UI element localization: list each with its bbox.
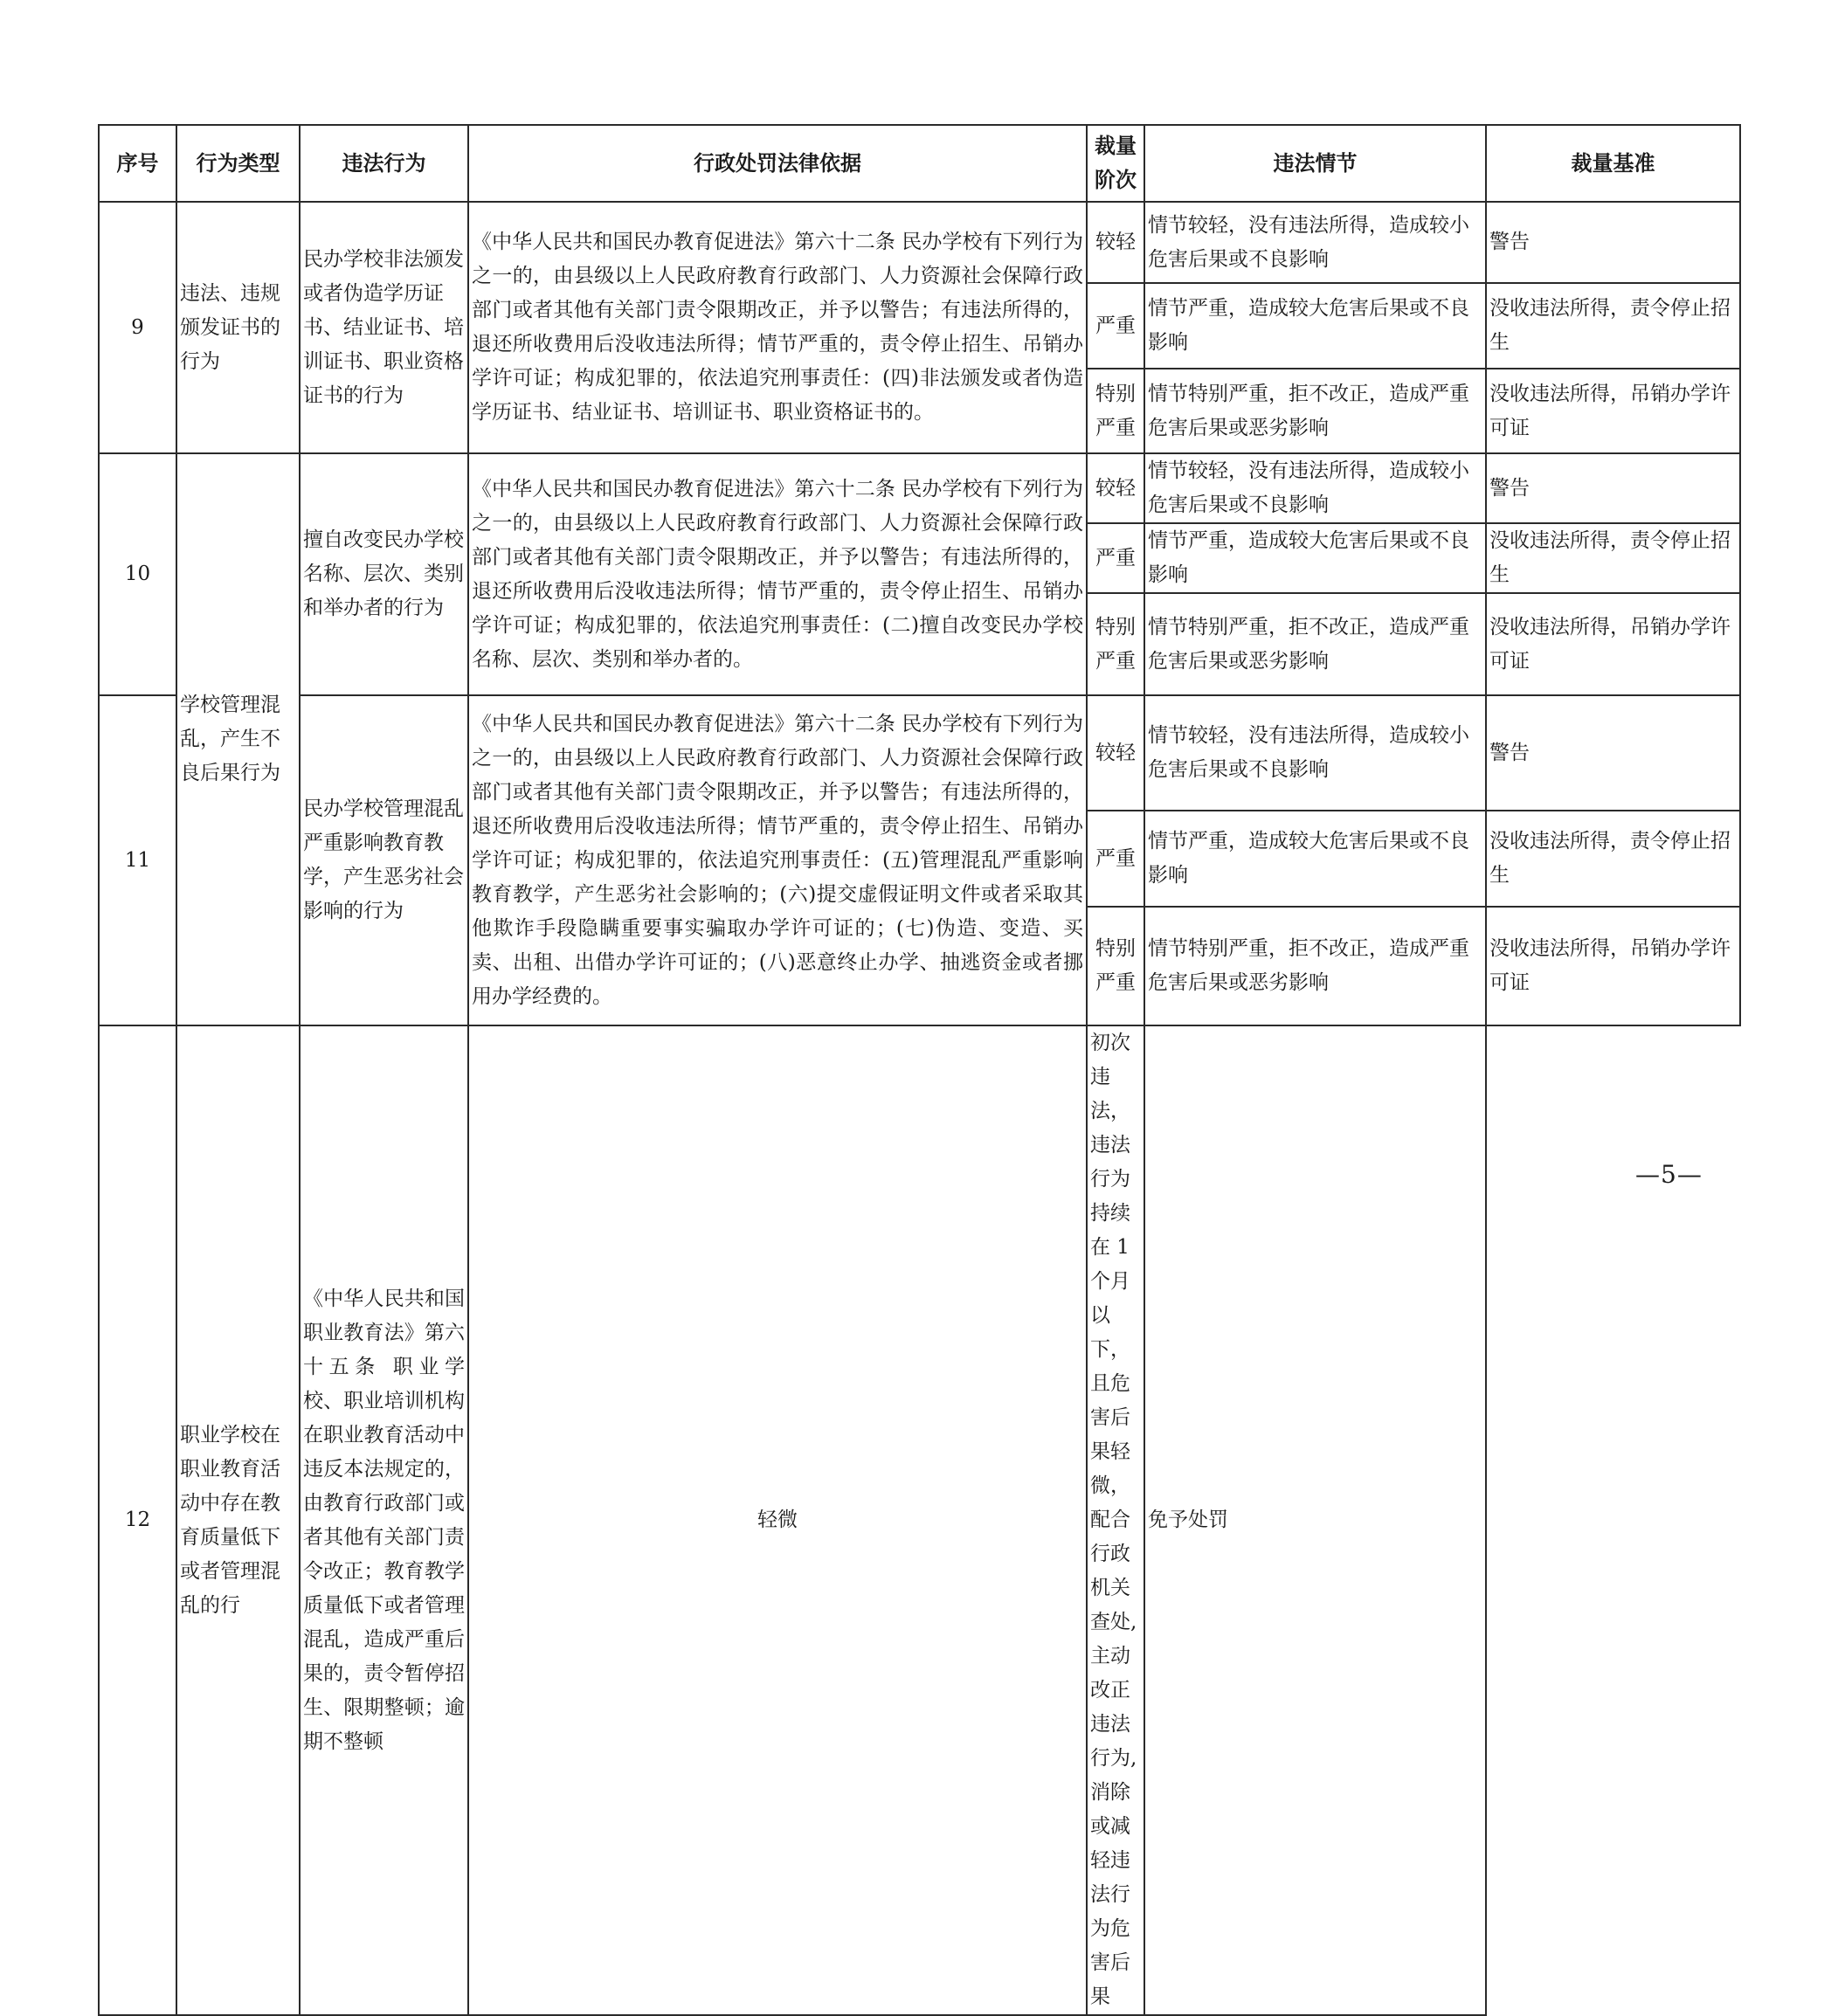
- header-row: [99, 125, 1740, 202]
- tier-standard: 没收违法所得，吊销办学许可证: [1486, 907, 1740, 1025]
- row-legal-basis: 《中华人民共和国职业教育法》第六十五条 职业学校、职业培训机构在职业教育活动中违反本法规定的，由教育行政部门或者其他有关部门责令改正；教育教学质量低下或者管理混乱，造成严重后果的，责令暂停招生、限期整顿；逾期不整顿: [300, 1025, 468, 2015]
- tier-level: 严重: [1087, 283, 1144, 369]
- header-index: 序号: [99, 125, 176, 202]
- tier-circumstance: 情节较轻，没有违法所得，造成较小危害后果或不良影响: [1144, 453, 1486, 523]
- penalty-discretion-table: [98, 124, 1741, 2016]
- tier-circumstance: 情节较轻，没有违法所得，造成较小危害后果或不良影响: [1144, 202, 1486, 283]
- header-standard: 裁量基准: [1486, 125, 1740, 202]
- page-number: —5—: [1635, 1160, 1703, 1189]
- row-index: 9: [99, 202, 176, 453]
- row-legal-basis: 《中华人民共和国民办教育促进法》第六十二条 民办学校有下列行为之一的，由县级以上人民政府教育行政部门、人力资源社会保障行政部门或者其他有关部门责令限期改正，并予以警告；有违法所得的，退还所收费用后没收违法所得；情节严重的，责令停止招生、吊销办学许可证；构成犯罪的，依法追究刑事责任：(二)擅自改变民办学校名称、层次、类别和举办者的。: [468, 453, 1087, 695]
- row-index: 11: [99, 695, 176, 1025]
- tier-standard: 没收违法所得，吊销办学许可证: [1486, 369, 1740, 453]
- tier-circumstance: 情节特别严重，拒不改正，造成严重危害后果或恶劣影响: [1144, 369, 1486, 453]
- tier-level: 轻微: [468, 1025, 1087, 2015]
- tier-circumstance: 情节严重，造成较大危害后果或不良影响: [1144, 523, 1486, 593]
- row-category: 学校管理混乱，产生不良后果行为: [176, 453, 300, 1025]
- tier-standard: 没收违法所得，吊销办学许可证: [1486, 593, 1740, 695]
- tier-level: 特别严重: [1087, 369, 1144, 453]
- tier-level: 严重: [1087, 523, 1144, 593]
- header-category: 行为类型: [176, 125, 300, 202]
- header-legal-basis: 行政处罚法律依据: [468, 125, 1087, 202]
- row-violation: 职业学校在职业教育活动中存在教育质量低下或者管理混乱的行: [176, 1025, 300, 2015]
- row-index: 12: [99, 1025, 176, 2015]
- tier-circumstance: 情节较轻，没有违法所得，造成较小危害后果或不良影响: [1144, 695, 1486, 811]
- row-violation: 擅自改变民办学校名称、层次、类别和举办者的行为: [300, 453, 468, 695]
- tier-standard: 警告: [1486, 695, 1740, 811]
- header-level: 裁量阶次: [1087, 125, 1144, 202]
- tier-circumstance: 初次违法，违法行为持续在 1 个月以下，且危害后果轻微，配合行政机关查处,主动改正违法行为,消除或减轻违法行为危害后果: [1087, 1025, 1144, 2015]
- table-row: [99, 695, 1740, 811]
- row-legal-basis: 《中华人民共和国民办教育促进法》第六十二条 民办学校有下列行为之一的，由县级以上人民政府教育行政部门、人力资源社会保障行政部门或者其他有关部门责令限期改正，并予以警告；有违法所得的，退还所收费用后没收违法所得；情节严重的，责令停止招生、吊销办学许可证；构成犯罪的，依法追究刑事责任：(四)非法颁发或者伪造学历证书、结业证书、培训证书、职业资格证书的。: [468, 202, 1087, 453]
- tier-standard: 警告: [1486, 453, 1740, 523]
- tier-level: 特别严重: [1087, 907, 1144, 1025]
- row-index: 10: [99, 453, 176, 695]
- header-violation: 违法行为: [300, 125, 468, 202]
- tier-standard: 没收违法所得，责令停止招生: [1486, 811, 1740, 907]
- header-circumstance: 违法情节: [1144, 125, 1486, 202]
- tier-circumstance: 情节严重，造成较大危害后果或不良影响: [1144, 283, 1486, 369]
- row-category: 违法、违规颁发证书的行为: [176, 202, 300, 453]
- tier-standard: 没收违法所得，责令停止招生: [1486, 283, 1740, 369]
- row-violation: 民办学校非法颁发或者伪造学历证书、结业证书、培训证书、职业资格证书的行为: [300, 202, 468, 453]
- tier-circumstance: 情节特别严重，拒不改正，造成严重危害后果或恶劣影响: [1144, 593, 1486, 695]
- row-violation: 民办学校管理混乱严重影响教育教学，产生恶劣社会影响的行为: [300, 695, 468, 1025]
- table-row: [99, 453, 1740, 523]
- tier-level: 严重: [1087, 811, 1144, 907]
- table-row: [99, 202, 1740, 283]
- table-row: [99, 1025, 1740, 2015]
- tier-standard: 没收违法所得，责令停止招生: [1486, 523, 1740, 593]
- tier-level: 较轻: [1087, 453, 1144, 523]
- tier-level: 较轻: [1087, 695, 1144, 811]
- tier-level: 较轻: [1087, 202, 1144, 283]
- row-legal-basis: 《中华人民共和国民办教育促进法》第六十二条 民办学校有下列行为之一的，由县级以上人民政府教育行政部门、人力资源社会保障行政部门或者其他有关部门责令限期改正，并予以警告；有违法所得的，退还所收费用后没收违法所得；情节严重的，责令停止招生、吊销办学许可证；构成犯罪的，依法追究刑事责任：(五)管理混乱严重影响教育教学，产生恶劣社会影响的；(六)提交虚假证明文件或者采取其他欺诈手段隐瞒重要事实骗取办学许可证的；(七)伪造、变造、买卖、出租、出借办学许可证的；(八)恶意终止办学、抽逃资金或者挪用办学经费的。: [468, 695, 1087, 1025]
- tier-level: 特别严重: [1087, 593, 1144, 695]
- tier-standard: 警告: [1486, 202, 1740, 283]
- tier-circumstance: 情节严重，造成较大危害后果或不良影响: [1144, 811, 1486, 907]
- tier-circumstance: 情节特别严重，拒不改正，造成严重危害后果或恶劣影响: [1144, 907, 1486, 1025]
- tier-standard: 免予处罚: [1144, 1025, 1486, 2015]
